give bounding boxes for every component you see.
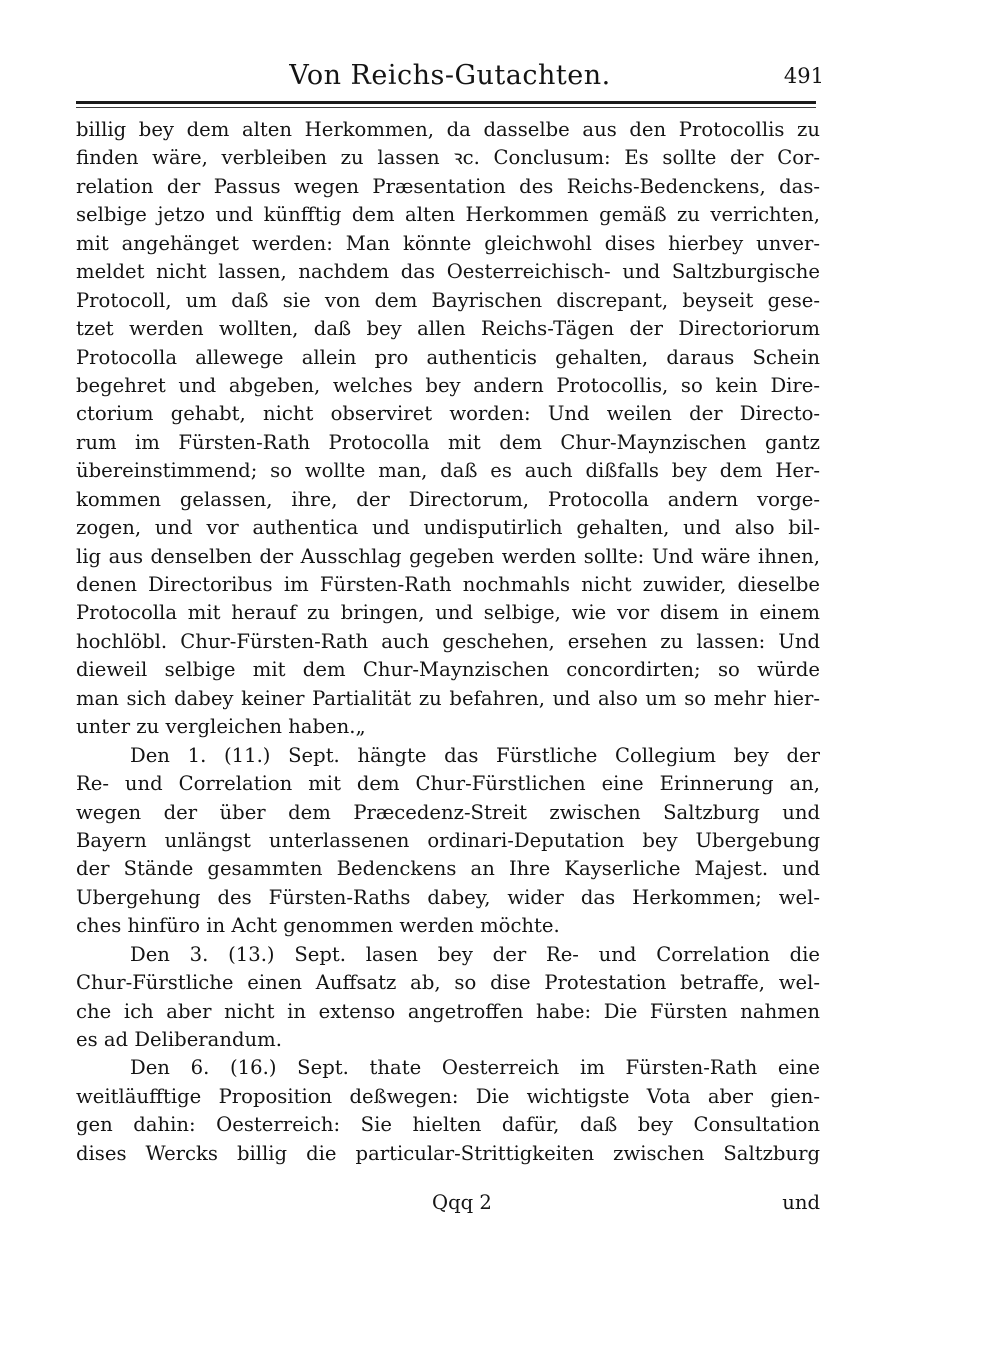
text-line: übereinstimmend; so wollte man, daß es auch dißfalls bey dem Her-: [76, 459, 820, 483]
catchword: und: [782, 1191, 820, 1214]
text-line: zogen, und vor authentica und undisputirlich gehalten, und also bil-: [76, 516, 820, 540]
page-number: 491: [783, 64, 824, 88]
signature-mark: Qqq 2: [432, 1191, 492, 1214]
text-line: man sich dabey keiner Partialität zu befahren, und also um so mehr hier-: [76, 686, 820, 710]
text-line: billig bey dem alten Herkommen, da dasselbe aus den Protocollis zu: [76, 118, 820, 141]
text-line: ctorium gehabt, nicht observiret worden: Und weilen der Directo-: [76, 402, 820, 426]
text-line: Bayern unlängst unterlassenen ordinari-Deputation bey Ubergebung: [76, 828, 820, 852]
page-footer: [76, 1191, 820, 1221]
page-header: [76, 58, 824, 98]
text-line: unter zu vergleichen haben.„: [76, 715, 366, 739]
header-rule: [76, 101, 816, 104]
text-line: Chur-Fürstliche einen Auffsatz ab, so dise Protestation betraffe, wel-: [76, 971, 820, 995]
text-line: selbige jetzo und künfftig dem alten Herkommen gemäß zu verrichten,: [76, 203, 820, 227]
text-line: Protocoll, um daß sie von dem Bayrischen discrepant, beyseit gese-: [76, 288, 820, 312]
body-text: [76, 116, 820, 1168]
text-line: Protocolla allewege allein pro authenticis gehalten, daraus Schein: [76, 345, 820, 369]
text-line: wegen der über dem Præcedenz-Streit zwischen Saltzburg und: [76, 800, 820, 824]
text-line: Protocolla mit herauf zu bringen, und selbige, wie vor disem in einem: [76, 601, 820, 625]
text-line: che ich aber nicht in extenso angetroffen habe: Die Fürsten nahmen: [76, 999, 820, 1023]
text-line: Re- und Correlation mit dem Chur-Fürstlichen eine Erinnerung an,: [76, 772, 820, 796]
text-line: Den 6. (16.) Sept. thate Oesterreich im Fürsten-Rath eine: [130, 1056, 820, 1080]
text-line: Ubergehung des Fürsten-Raths dabey, wider das Herkommen; wel-: [76, 885, 820, 909]
text-line: relation der Passus wegen Præsentation des Reichs-Bedenckens, das-: [76, 174, 820, 198]
text-line: Den 1. (11.) Sept. hängte das Fürstliche Collegium bey der: [130, 743, 820, 767]
text-line: lig aus denselben der Ausschlag gegeben werden sollte: Und wäre ihnen,: [76, 544, 820, 568]
text-line: dieweil selbige mit dem Chur-Maynzischen concordirten; so würde: [76, 658, 820, 682]
header-rule-thin: [76, 107, 816, 108]
text-line: kommen gelassen, ihre, der Directorum, Protocolla andern vorge-: [76, 487, 820, 511]
text-line: gen dahin: Oesterreich: Sie hielten dafür, daß bey Consultation: [76, 1113, 820, 1137]
text-line: begehret und abgeben, welches bey andern Protocollis, so kein Dire-: [76, 373, 820, 397]
text-line: rum im Fürsten-Rath Protocolla mit dem Chur-Maynzischen gantz: [76, 430, 820, 454]
text-line: weitläufftige Proposition deßwegen: Die wichtigste Vota aber gien-: [76, 1084, 820, 1108]
text-line: es ad Deliberandum.: [76, 1028, 282, 1051]
text-line: Den 3. (13.) Sept. lasen bey der Re- und Correlation die: [130, 942, 820, 966]
text-line: hochlöbl. Chur-Fürsten-Rath auch geschehen, ersehen zu lassen: Und: [76, 629, 820, 653]
text-line: ches hinfüro in Acht genommen werden möchte.: [76, 914, 560, 938]
text-line: finden wäre, verbleiben zu lassen ꝛc. Conclusum: Es sollte der Cor-: [76, 146, 820, 170]
running-title: Von Reichs-Gutachten.: [289, 60, 611, 91]
text-line: meldet nicht lassen, nachdem das Oesterreichisch- und Saltzburgische: [76, 260, 820, 284]
text-line: denen Directoribus im Fürsten-Rath nochmahls nicht zuwider, dieselbe: [76, 573, 820, 596]
text-line: tzet werden wollten, daß bey allen Reichs-Tägen der Directoriorum: [76, 317, 820, 341]
text-line: der Stände gesammten Bedenckens an Ihre Kayserliche Majest. und: [76, 857, 820, 881]
text-line: dises Wercks billig die particular-Strittigkeiten zwischen Saltzburg: [76, 1141, 820, 1165]
text-line: mit angehänget werden: Man könnte gleichwohl dises hierbey unver-: [76, 231, 820, 255]
